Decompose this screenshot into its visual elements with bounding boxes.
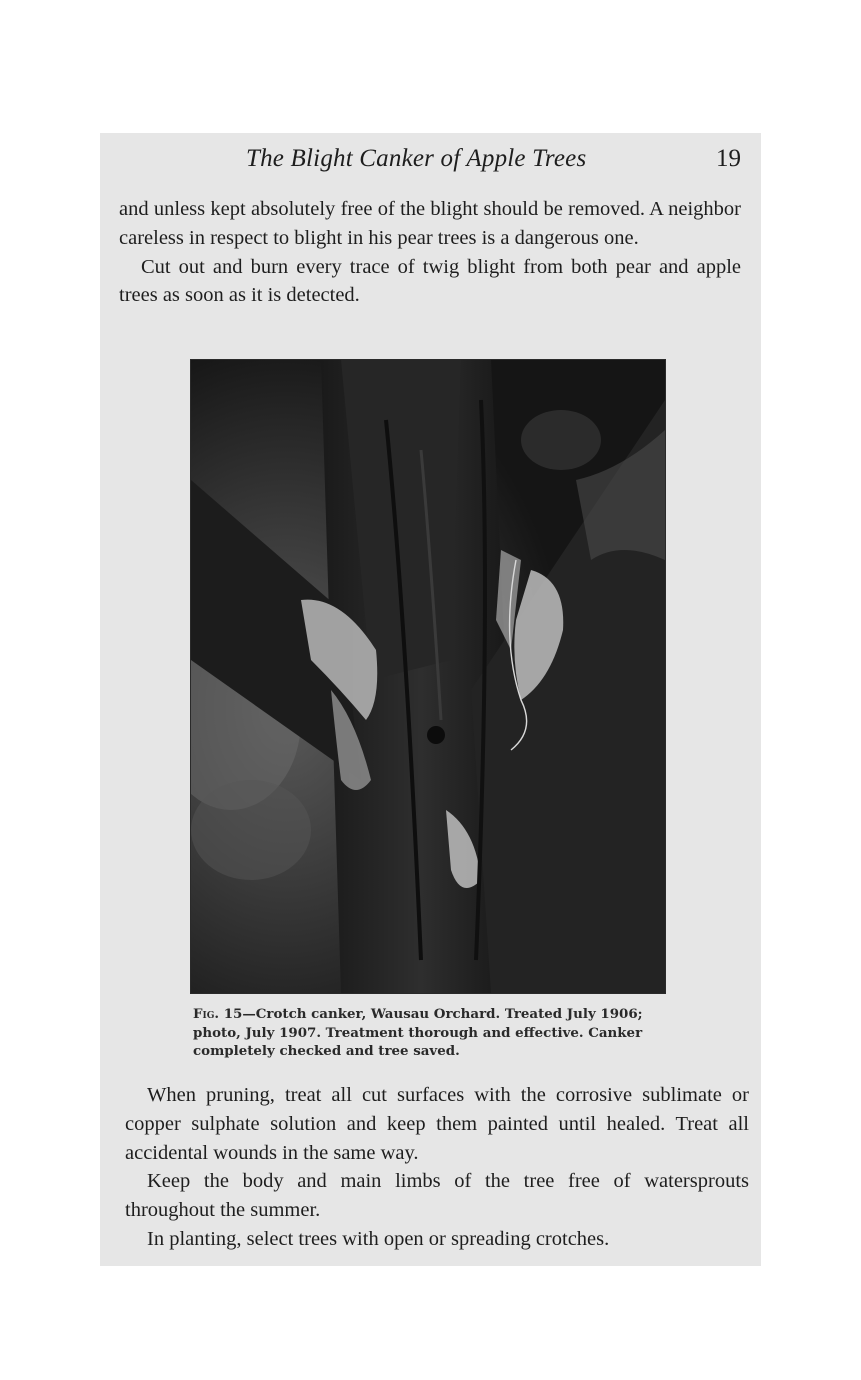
book-page — [100, 133, 761, 1266]
figure-caption-text: —Crotch canker, Wausau Orchard. Treated July 1906; photo, July 1907. Treatment thorough and effective. Canker completely checked and tree saved. — [193, 1006, 643, 1060]
tree-crotch-photo — [191, 360, 665, 993]
paragraph: When pruning, treat all cut surfaces with the corrosive sublimate or copper sulphate solution and keep them painted until healed. Treat all accidental wounds in the same way. — [125, 1084, 749, 1164]
figure-photo-crotch-canker — [190, 359, 666, 994]
page-number: 19 — [716, 145, 741, 172]
text-block-bottom — [125, 1081, 749, 1254]
figure-label: Fig. 15 — [193, 1006, 243, 1022]
running-title: The Blight Canker of Apple Trees — [246, 145, 587, 172]
paragraph: Keep the body and main limbs of the tree free of watersprouts throughout the summer. — [125, 1170, 749, 1222]
text-block-top — [119, 195, 741, 310]
paragraph: and unless kept absolutely free of the blight should be removed. A neighbor careless in respect to blight in his pear trees is a dangerous one. — [119, 198, 741, 249]
paragraph: Cut out and burn every trace of twig blight from both pear and apple trees as soon as it is detected. — [119, 255, 741, 307]
figure-caption — [193, 1005, 683, 1061]
paragraph: In planting, select trees with open or spreading crotches. — [147, 1227, 610, 1250]
running-head — [100, 145, 761, 177]
